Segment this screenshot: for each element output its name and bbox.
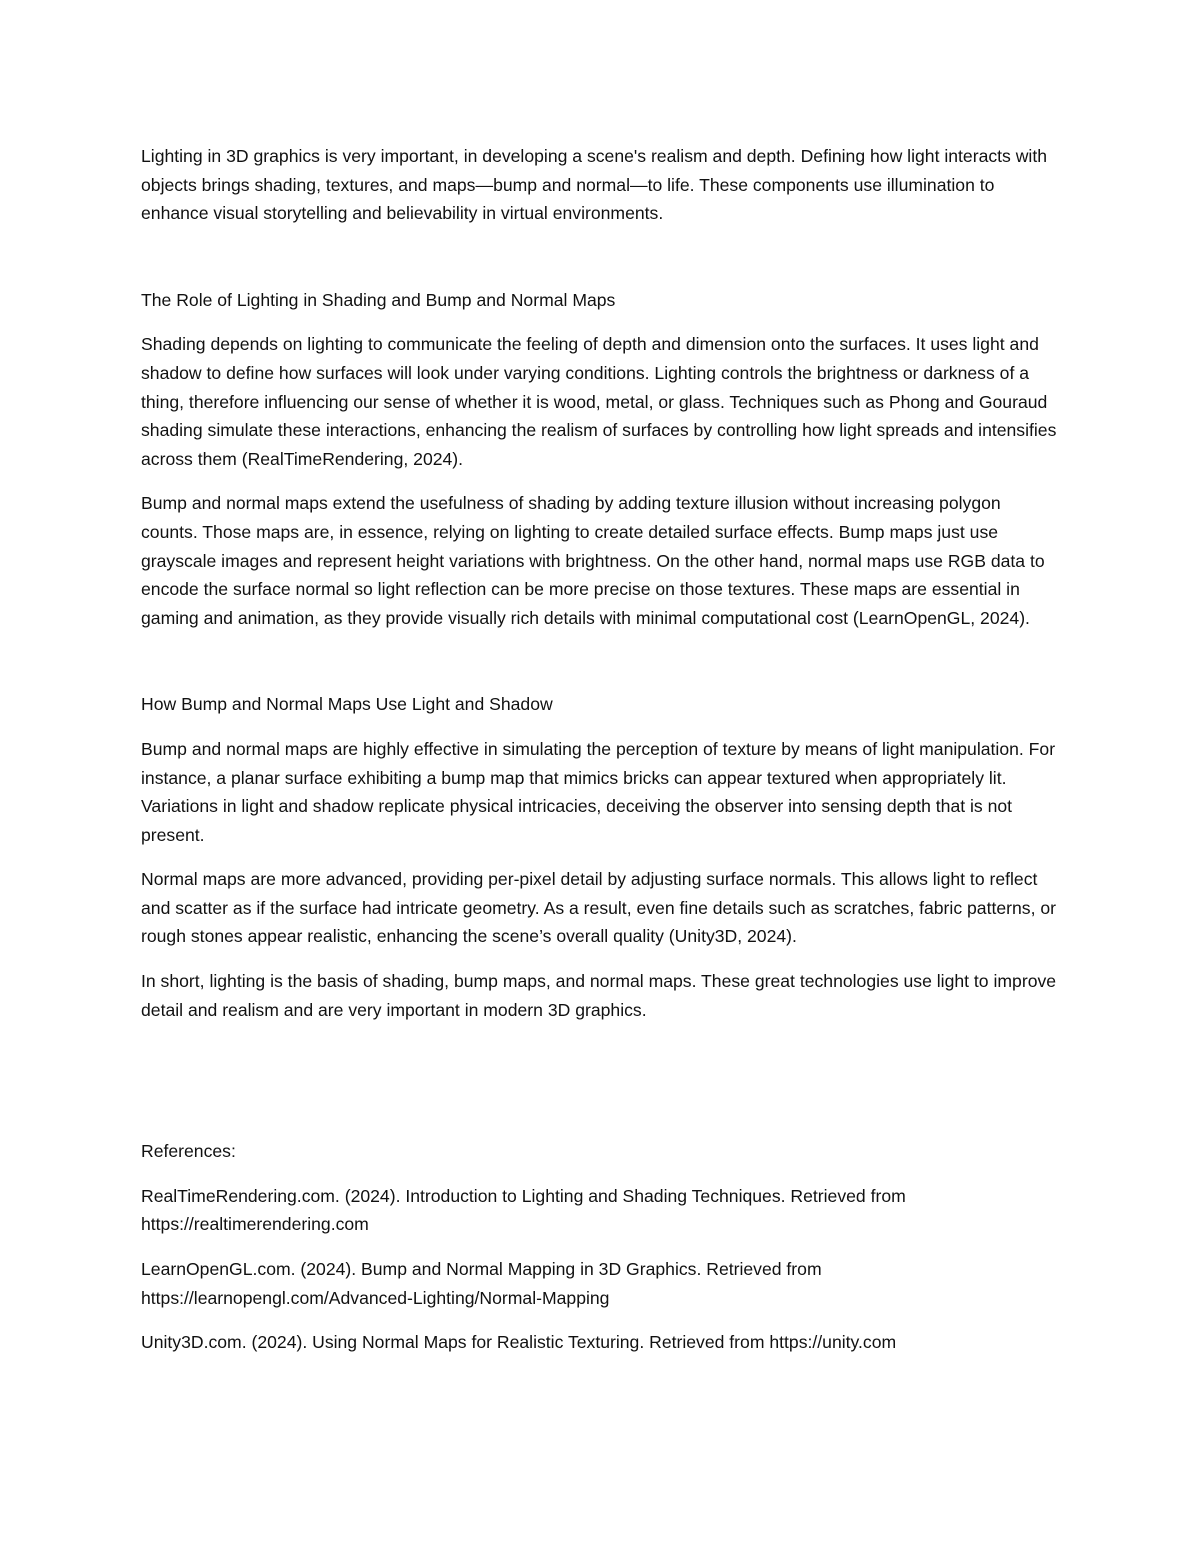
document-body bbox=[141, 142, 1061, 1373]
references-heading: References: bbox=[141, 1141, 236, 1162]
reference-item: RealTimeRendering.com. (2024). Introduction to Lighting and Shading Techniques. Retrieved from https://realtimerendering.com bbox=[141, 1185, 906, 1235]
section-heading: How Bump and Normal Maps Use Light and Shadow bbox=[141, 694, 553, 715]
intro-paragraph: Lighting in 3D graphics is very important, in developing a scene's realism and depth. Defining how light interacts with objects brings shading, textures, and maps—bump and normal—to life. These components use illumination to enhance visual storytelling and believability in virtual environments. bbox=[141, 146, 1048, 224]
body-paragraph: In short, lighting is the basis of shading, bump maps, and normal maps. These great technologies use light to improve detail and realism and are very important in modern 3D graphics. bbox=[141, 971, 1057, 1020]
reference-item: LearnOpenGL.com. (2024). Bump and Normal Mapping in 3D Graphics. Retrieved from https://learnopengl.com/Advanced-Lighting/Normal-Mapping bbox=[141, 1259, 822, 1308]
body-paragraph: Normal maps are more advanced, providing per-pixel detail by adjusting surface normals. This allows light to reflect and scatter as if the surface had intricate geometry. As a result, even fine details such as scratches, fabric patterns, or rough stones appear realistic, enhancing the scene’s overall quality (Unity3D, 2024). bbox=[141, 869, 1057, 947]
references-section bbox=[141, 1137, 1061, 1357]
section-spacer bbox=[141, 244, 1061, 286]
section-spacer bbox=[141, 648, 1061, 690]
section-heading: The Role of Lighting in Shading and Bump and Normal Maps bbox=[141, 289, 616, 310]
section-bump-normal-maps bbox=[141, 690, 1061, 1024]
section-lighting-role bbox=[141, 286, 1061, 633]
references-spacer bbox=[141, 1040, 1061, 1137]
body-paragraph: Bump and normal maps are highly effective in simulating the perception of texture by means of light manipulation. For instance, a planar surface exhibiting a bump map that mimics bricks can appear textured when appropriately lit. Variations in light and shadow replicate physical intricacies, deceiving the observer into sensing depth that is not present. bbox=[141, 738, 1056, 845]
body-paragraph: Shading depends on lighting to communicate the feeling of depth and dimension onto the surfaces. It uses light and shadow to define how surfaces will look under varying conditions. Lighting controls the brightness or darkness of a thing, therefore influencing our sense of whether it is wood, metal, or glass. Techniques such as Phong and Gouraud shading simulate these interactions, enhancing the realism of surfaces by controlling how light spreads and intensifies across them (RealTimeRendering, 2024). bbox=[141, 334, 1057, 469]
reference-item: Unity3D.com. (2024). Using Normal Maps for Realistic Texturing. Retrieved from https://unity.com bbox=[141, 1332, 897, 1353]
body-paragraph: Bump and normal maps extend the usefulness of shading by adding texture illusion without increasing polygon counts. Those maps are, in essence, relying on lighting to create detailed surface effects. Bump maps just use grayscale images and represent height variations with brightness. On the other hand, normal maps use RGB data to encode the surface normal so light reflection can be more precise on those textures. These maps are essential in gaming and animation, as they provide visually rich details with minimal computational cost (LearnOpenGL, 2024). bbox=[141, 493, 1045, 628]
